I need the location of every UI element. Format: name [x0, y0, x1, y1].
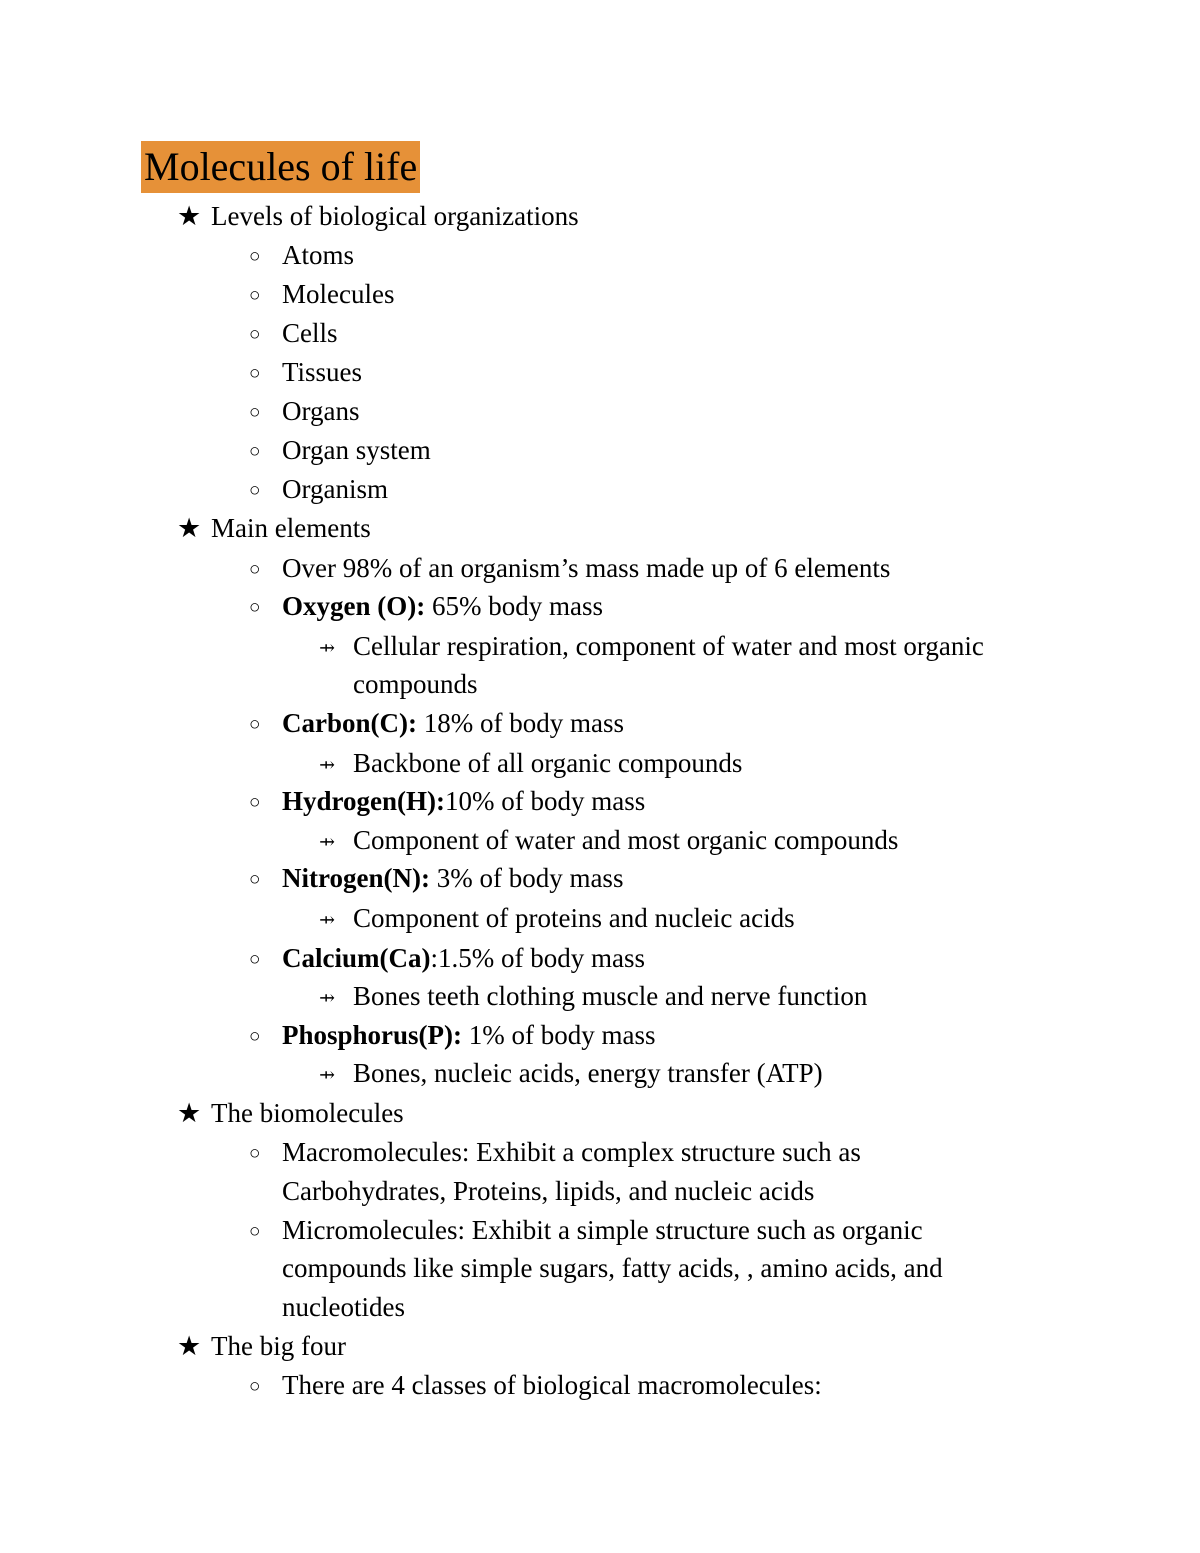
circle-bullet-icon: ○ [249, 1221, 261, 1242]
section-heading: ★ Main elements [177, 509, 371, 547]
element-mass: 1% of body mass [462, 1020, 656, 1050]
element-note: ⇸ Cellular respiration, component of water and most organic [319, 627, 984, 668]
element-name: Carbon(C): [282, 708, 417, 738]
list-item: ○ Macromolecules: Exhibit a complex structure such as [246, 1133, 861, 1173]
arrow-bullet-icon: ⇸ [319, 638, 335, 659]
circle-bullet-icon: ○ [249, 792, 261, 813]
element-item [246, 1016, 656, 1056]
element-item [246, 587, 603, 627]
circle-bullet-icon: ○ [249, 285, 261, 306]
star-bullet-icon: ★ [177, 1098, 202, 1128]
element-mass: 3% of body mass [429, 863, 624, 893]
circle-bullet-icon: ○ [249, 1376, 261, 1397]
circle-bullet-icon: ○ [249, 480, 261, 501]
element-item [246, 782, 645, 822]
list-item: ○ Organ system [246, 431, 431, 471]
list-item: ○ Organism [246, 470, 388, 510]
list-item: ○ Organs [246, 392, 360, 432]
section-heading: ★ Levels of biological organizations [177, 197, 579, 235]
star-bullet-icon: ★ [177, 1331, 202, 1361]
list-item: ○ Atoms [246, 236, 354, 276]
arrow-bullet-icon: ⇸ [319, 988, 335, 1009]
circle-bullet-icon: ○ [249, 559, 261, 580]
element-note: ⇸ Bones, nucleic acids, energy transfer (ATP) [319, 1054, 823, 1095]
list-item: ○ Tissues [246, 353, 362, 393]
list-item-continuation: compounds like simple sugars, fatty acids, , amino acids, and [282, 1253, 943, 1283]
element-mass: 10% of body mass [445, 786, 646, 816]
circle-bullet-icon: ○ [249, 246, 261, 267]
circle-bullet-icon: ○ [249, 363, 261, 384]
circle-bullet-icon: ○ [249, 714, 261, 735]
element-name: Phosphorus(P): [282, 1020, 463, 1050]
element-item [246, 939, 645, 979]
list-item: ○ Micromolecules: Exhibit a simple structure such as organic [246, 1211, 923, 1251]
element-mass: :1.5% of body mass [430, 943, 645, 973]
element-note: ⇸ Component of proteins and nucleic acids [319, 899, 795, 940]
star-bullet-icon: ★ [177, 513, 202, 543]
arrow-bullet-icon: ⇸ [319, 910, 335, 931]
list-item: ○ Cells [246, 314, 338, 354]
element-note: ⇸ Bones teeth clothing muscle and nerve function [319, 977, 867, 1018]
element-item [246, 704, 624, 744]
element-mass: 65% body mass [425, 591, 603, 621]
arrow-bullet-icon: ⇸ [319, 1065, 335, 1086]
element-name: Oxygen (O): [282, 591, 426, 621]
page-title: Molecules of life [141, 141, 420, 193]
star-bullet-icon: ★ [177, 201, 202, 231]
element-item [246, 859, 623, 899]
circle-bullet-icon: ○ [249, 869, 261, 890]
circle-bullet-icon: ○ [249, 402, 261, 423]
arrow-bullet-icon: ⇸ [319, 755, 335, 776]
element-note-continuation: compounds [353, 669, 478, 699]
circle-bullet-icon: ○ [249, 949, 261, 970]
element-mass: 18% of body mass [417, 708, 624, 738]
arrow-bullet-icon: ⇸ [319, 832, 335, 853]
circle-bullet-icon: ○ [249, 324, 261, 345]
element-note: ⇸ Backbone of all organic compounds [319, 744, 742, 785]
list-item: ○ Molecules [246, 275, 394, 315]
circle-bullet-icon: ○ [249, 441, 261, 462]
element-name: Hydrogen(H): [282, 786, 445, 816]
element-name: Calcium(Ca) [282, 943, 431, 973]
circle-bullet-icon: ○ [249, 1143, 261, 1164]
element-name: Nitrogen(N): [282, 863, 430, 893]
list-item-continuation: nucleotides [282, 1292, 405, 1322]
circle-bullet-icon: ○ [249, 597, 261, 618]
circle-bullet-icon: ○ [249, 1026, 261, 1047]
section-heading: ★ The big four [177, 1327, 346, 1365]
section-heading: ★ The biomolecules [177, 1094, 404, 1132]
list-item: ○ There are 4 classes of biological macromolecules: [246, 1366, 822, 1406]
element-note: ⇸ Component of water and most organic compounds [319, 821, 898, 862]
list-item: ○ Over 98% of an organism’s mass made up of 6 elements [246, 549, 890, 589]
list-item-continuation: Carbohydrates, Proteins, lipids, and nucleic acids [282, 1176, 815, 1206]
